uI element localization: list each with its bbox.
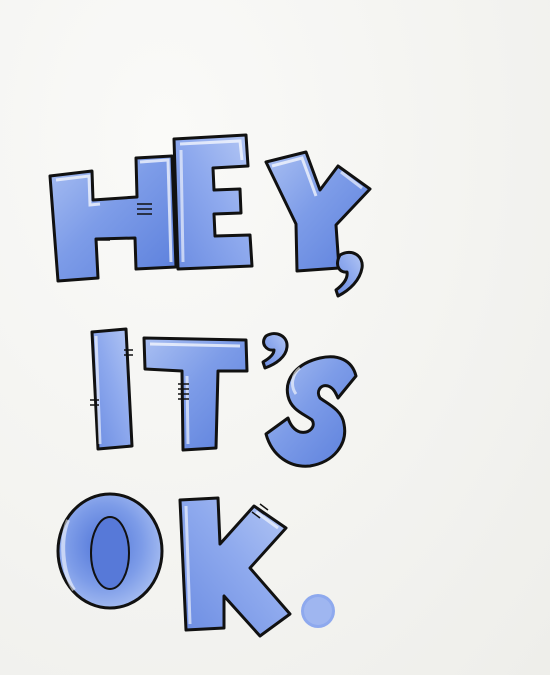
letter-t xyxy=(144,338,247,450)
period-mark xyxy=(301,594,335,628)
comma-mark xyxy=(336,252,362,296)
letter-e xyxy=(174,135,252,269)
letter-s xyxy=(266,357,356,466)
letter-k xyxy=(180,498,290,636)
apostrophe-mark xyxy=(263,334,287,368)
letter-o xyxy=(58,494,162,608)
letter-h xyxy=(50,156,176,281)
letter-i xyxy=(90,329,133,449)
